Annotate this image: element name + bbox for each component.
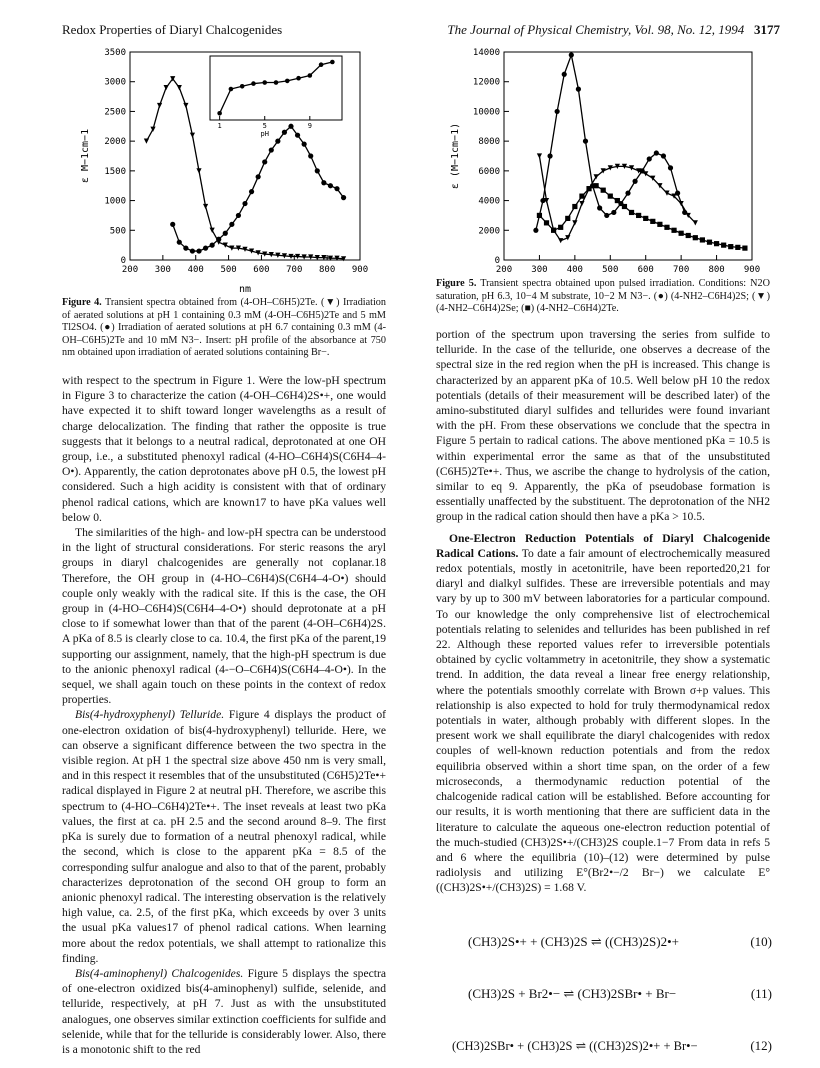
paragraph: portion of the spectrum upon traversing the series from sulfide to telluride. In the case of the telluride, one observes a decrease of the spectral size in the red region when the pH is increased. This change is characterized by an apparent pKa of 10.5. Well below pH 10 the redox potentials (details of their measurement will be described later) of the amino-substituted diaryl sulfides and tellurides were found invariant with the pH. From these observations we conclude that the spectra in Figure 5 pertain to radical cations. The above mentioned pKa = 10.5 is within experimental error the same as that of the unsubstituted (C6H5)2Te•+. Thus, we ascribe the change to hydrolysis of the cation, similar to eq 9. Apparently, the pKa of pseudobase formation is essentially unaffected by the substituent. The deprotonation of the NH2 group in the radical cation should then have a pKa > 10.5. bbox=[436, 328, 770, 524]
data-point bbox=[608, 194, 613, 199]
data-point bbox=[183, 246, 188, 251]
x-tick-label: 900 bbox=[351, 265, 369, 275]
data-point bbox=[647, 156, 652, 161]
x-axis-label: nm bbox=[238, 284, 252, 292]
data-point bbox=[686, 233, 691, 238]
data-point bbox=[636, 213, 641, 218]
data-point bbox=[302, 142, 307, 147]
inset-tick-label: 1 bbox=[217, 122, 222, 130]
data-point bbox=[144, 139, 149, 144]
data-point bbox=[693, 235, 698, 240]
data-point bbox=[707, 240, 712, 245]
data-point bbox=[251, 81, 256, 86]
equation: (CH3)2S•+ + (CH3)2S ⇌ ((CH3)2S)2•+ bbox=[468, 934, 679, 949]
data-point bbox=[177, 85, 182, 90]
y-tick-label: 14000 bbox=[472, 48, 500, 58]
data-point bbox=[308, 73, 313, 78]
x-tick-label: 800 bbox=[319, 265, 336, 275]
data-point bbox=[671, 228, 676, 233]
data-point bbox=[569, 52, 574, 57]
inset-tick-label: 5 bbox=[262, 122, 267, 130]
data-point bbox=[177, 240, 182, 245]
series-line bbox=[536, 55, 685, 230]
data-point bbox=[735, 245, 740, 250]
data-point bbox=[223, 231, 228, 236]
data-point bbox=[576, 87, 581, 92]
data-point bbox=[330, 60, 335, 65]
data-point bbox=[150, 127, 155, 132]
data-point bbox=[203, 246, 208, 251]
data-point bbox=[586, 186, 591, 191]
inset-x-label: pH bbox=[260, 130, 269, 138]
data-point bbox=[700, 237, 705, 242]
data-point bbox=[296, 76, 301, 81]
left-column bbox=[62, 373, 386, 1057]
data-point bbox=[196, 248, 201, 253]
series-line bbox=[173, 126, 344, 251]
equation-number: (10) bbox=[750, 934, 772, 949]
data-point bbox=[742, 246, 747, 251]
equation: (CH3)2S + Br2•− ⇌ (CH3)2SBr• + Br− bbox=[468, 986, 677, 1001]
figure-5-chart bbox=[436, 44, 776, 276]
data-point bbox=[594, 183, 599, 188]
y-axis-label: ε M−1cm−1 bbox=[80, 128, 91, 184]
x-tick-label: 500 bbox=[220, 265, 237, 275]
data-point bbox=[196, 168, 201, 173]
paragraph: Bis(4-hydroxyphenyl) Telluride. Figure 4 displays the product of one-electron oxidation of bis(4-hydroxyphenyl) telluride. Here, we can observe a significant difference between the two spectra in the visible region. At pH 1 the spectral size above 450 nm is very small, and in this respect it resembles that of the unsubstituted (C6H5)2Te•+ radical displayed in Figure 2 at neutral pH. Therefore, we ascribe this spectrum to (4-HO–C6H4)2Te•+. The inset reveals at least two pKa values, the first at ca. pH 2.5 and the second around 8–9. The first pKa is surely due to formation of a neutral phenoxyl radical, while the second, which is close to the apparent pKa = 8.5 of the corresponding sulfur analogue and also to that of the parent, probably characterizes deprotonation of the second OH group to form an anionic phenoxyl radical. The interesting observation is the relatively high value, ca. 2.5, of the first pKa, which exceeds by over 3 units the usual pKa values17 of phenol radical cations. When learning more about the redox potentials, we shall attempt to rationalize this finding. bbox=[62, 708, 387, 965]
data-point bbox=[661, 153, 666, 158]
data-point bbox=[643, 216, 648, 221]
data-point bbox=[223, 243, 228, 248]
data-point bbox=[334, 186, 339, 191]
x-tick-label: 800 bbox=[708, 265, 725, 275]
data-point bbox=[555, 109, 560, 114]
equation-number: (12) bbox=[750, 1038, 772, 1053]
data-point bbox=[203, 204, 208, 209]
x-tick-label: 700 bbox=[673, 265, 690, 275]
equation-number: (11) bbox=[750, 986, 772, 1001]
figure-5-caption-text: Transient spectra obtained upon pulsed irradiation. Conditions: N2O saturation, pH 6.3, 10−4 M substrate, 10−2 M N3−. (●) (4-NH2–C6H4)2S; (▼) (4-NH2–C6H4)2Se; (■) (4-NH2–C6H4)2Te. bbox=[436, 278, 770, 315]
data-point bbox=[728, 244, 733, 249]
data-point bbox=[547, 153, 552, 158]
data-point bbox=[341, 195, 346, 200]
y-tick-label: 2500 bbox=[104, 107, 126, 118]
data-point bbox=[558, 225, 563, 230]
y-tick-label: 10000 bbox=[472, 107, 500, 118]
paragraph: with respect to the spectrum in Figure 1. Were the low-pH spectrum in Figure 3 to characterize the cation (4-OH–C6H4)2S•+, one would have expected it to shift toward longer wavelengths as a result of charge delocalization. The finding that rather the opposite is true suggests that it belongs to a neutral radical, deprotonated at one OH group, i.e., a substituted phenoxyl radical (4-HO–C6H4)S(C6H4–4-O•). Apparently, the cation deprotonates above pH 0.5, the lowest pH considered. Such a high acidity is consistent with that of ordinary phenol radical cations, which are known17 to have pKa values well below 0. bbox=[62, 374, 386, 524]
data-point bbox=[249, 189, 254, 194]
data-point bbox=[629, 210, 634, 215]
data-point bbox=[229, 87, 234, 92]
data-point bbox=[262, 159, 267, 164]
data-point bbox=[664, 191, 669, 196]
data-point bbox=[572, 204, 577, 209]
y-tick-label: 12000 bbox=[472, 77, 500, 88]
data-point bbox=[565, 235, 570, 240]
figure-4-chart bbox=[62, 44, 392, 292]
x-tick-label: 400 bbox=[187, 265, 204, 275]
y-tick-label: 0 bbox=[120, 256, 126, 266]
y-tick-label: 3500 bbox=[104, 48, 126, 58]
section-title: Bis(4-aminophenyl) Chalcogenides. bbox=[75, 966, 244, 980]
paragraph: Bis(4-aminophenyl) Chalcogenides. Figure 5 displays the spectra of one-electron oxidized bis(4-aminophenyl) sulfide, selenide, and telluride, respectively, at pH 7. Just as with the unsubstituted analogues, one observes similar extinction coefficients for sulfide and selenide, while that for the telluride is considerably lower. Also, there is a monotonic shift to the red bbox=[62, 966, 386, 1056]
journal-citation bbox=[447, 22, 780, 38]
data-point bbox=[240, 84, 245, 89]
data-point bbox=[565, 216, 570, 221]
data-point bbox=[693, 220, 698, 225]
data-point bbox=[275, 139, 280, 144]
data-point bbox=[679, 231, 684, 236]
y-tick-label: 3000 bbox=[104, 77, 126, 88]
x-tick-label: 700 bbox=[286, 265, 303, 275]
data-point bbox=[256, 174, 261, 179]
data-point bbox=[622, 204, 627, 209]
figure-5-caption bbox=[436, 278, 770, 316]
section-title: Bis(4-hydroxyphenyl) Telluride. bbox=[75, 708, 225, 722]
data-point bbox=[183, 103, 188, 108]
y-tick-label: 6000 bbox=[478, 166, 500, 177]
data-point bbox=[315, 168, 320, 173]
y-tick-label: 1500 bbox=[104, 166, 126, 177]
data-point bbox=[217, 111, 222, 116]
data-point bbox=[190, 248, 195, 253]
equation: (CH3)2SBr• + (CH3)2S ⇌ ((CH3)2S)2•+ + Br•− bbox=[452, 1039, 698, 1053]
data-point bbox=[583, 139, 588, 144]
data-point bbox=[308, 153, 313, 158]
data-point bbox=[597, 205, 602, 210]
data-point bbox=[721, 243, 726, 248]
data-point bbox=[157, 103, 162, 108]
figure-4-caption bbox=[62, 297, 386, 360]
data-point bbox=[274, 80, 279, 85]
data-point bbox=[216, 237, 221, 242]
data-point bbox=[664, 225, 669, 230]
data-point bbox=[650, 219, 655, 224]
data-point bbox=[551, 228, 556, 233]
journal-name: The Journal of Physical Chemistry, Vol. 98, No. 12, 1994 bbox=[447, 22, 745, 37]
data-point bbox=[714, 241, 719, 246]
data-point bbox=[288, 124, 293, 129]
data-point bbox=[295, 133, 300, 138]
data-point bbox=[321, 180, 326, 185]
figure-4-label: Figure 4. bbox=[62, 297, 102, 308]
data-point bbox=[242, 201, 247, 206]
data-point bbox=[562, 72, 567, 77]
data-point bbox=[229, 222, 234, 227]
right-column bbox=[436, 327, 770, 896]
data-point bbox=[533, 228, 538, 233]
x-tick-label: 200 bbox=[495, 265, 513, 275]
inset-tick-label: 9 bbox=[307, 122, 312, 130]
data-point bbox=[210, 243, 215, 248]
plot-frame bbox=[504, 52, 752, 260]
data-point bbox=[632, 179, 637, 184]
data-point bbox=[544, 220, 549, 225]
page-number: 3177 bbox=[754, 22, 780, 37]
data-point bbox=[625, 191, 630, 196]
y-tick-label: 500 bbox=[109, 226, 126, 237]
data-point bbox=[558, 238, 563, 243]
data-point bbox=[579, 194, 584, 199]
x-tick-label: 600 bbox=[253, 265, 270, 275]
data-point bbox=[615, 198, 620, 203]
data-point bbox=[236, 213, 241, 218]
data-point bbox=[572, 220, 577, 225]
y-tick-label: 8000 bbox=[478, 137, 500, 148]
data-point bbox=[328, 183, 333, 188]
data-point bbox=[654, 150, 659, 155]
data-point bbox=[282, 130, 287, 135]
y-tick-label: 0 bbox=[494, 256, 500, 266]
x-tick-label: 300 bbox=[531, 265, 548, 275]
data-point bbox=[657, 222, 662, 227]
data-point bbox=[285, 79, 290, 84]
data-point bbox=[579, 201, 584, 206]
data-point bbox=[269, 147, 274, 152]
data-point bbox=[170, 222, 175, 227]
data-point bbox=[537, 213, 542, 218]
data-point bbox=[210, 228, 215, 233]
x-tick-label: 300 bbox=[154, 265, 171, 275]
paragraph: One-Electron Reduction Potentials of Diaryl Chalcogenide Radical Cations. To date a fair amount of electrochemically measured redox potentials, mostly in acetonitrile, have been reported20,21 for diaryl and dialkyl sulfides. These are irreversible potentials and may vary by up to 300 mV between laboratories for a particular compound. To our knowledge the only comprehensive list of electrochemical potentials relating to selenides and tellurides has been published in ref 22. Although these reported values refer to irreversible potentials obtained by cyclic voltammetry in acetonitrile, they show a systematic trend. In addition, the data reveal a linear free energy relationship, where the potentials smoothly correlate with Brown σ+p values. This relationship is also expected to hold for truly thermodynamical redox potentials in water, although probably with different slopes. In the present work we shall equilibrate the diaryl chalcogenides with redox couples of well-known reduction potentials and from the redox equilibria observed within a short time span, on the order of a few microseconds, a thermodynamic reduction potential of the chalcogenide radical cation will be established. Before accounting for our results, it is worth mentioning that there are sufficient data in the literature to calculate the aqueous one-electron reduction potential of the much-studied (CH3)2S•+/(CH3)2S couple.1−7 From data in refs 5 and 6 where the equilibria (10)–(12) were determined by pulse radiolysis and utilizing E°(Br2•−/2 Br−) we calculate E°((CH3)2S•+/(CH3)2S) = 1.68 V. bbox=[436, 531, 770, 895]
x-tick-label: 500 bbox=[602, 265, 619, 275]
x-tick-label: 900 bbox=[743, 265, 761, 275]
data-point bbox=[611, 210, 616, 215]
data-point bbox=[319, 62, 324, 67]
data-point bbox=[668, 165, 673, 170]
y-tick-label: 4000 bbox=[478, 196, 500, 207]
data-point bbox=[164, 85, 169, 90]
y-tick-label: 1000 bbox=[104, 196, 126, 207]
figure-5-label: Figure 5. bbox=[436, 278, 477, 289]
x-tick-label: 600 bbox=[637, 265, 654, 275]
data-point bbox=[537, 153, 542, 158]
figure-4-caption-text: Transient spectra obtained from (4-OH–C6H5)2Te. (▼) Irradiation of aerated solutions at pH 1 containing 0.3 mM (4-OH–C6H5)2Te and 5 mM Tl2SO4. (●) Irradiation of aerated solutions at pH 6.7 containing 0.3 mM (4-OH–C6H5)2Te and 10 mM N3−. Insert: pH profile of the absorbance at 750 nm obtained upon irradiation of aerated solutions containing Br−. bbox=[62, 297, 386, 359]
paragraph: The similarities of the high- and low-pH spectra can be understood in the light of structural considerations. For steric reasons the aryl groups in diaryl chalcogenides are generally not coplanar.18 Therefore, the OH group in (4-HO–C6H4)S(C6H4–4-O•) should couple only weakly with the radical site. If this is the case, the OH group in (4-HO–C6H4)S(C6H4–4-O•) should deprotonate at a pH close to if somewhat lower than that of the parent (4-OH–C6H4)2S. A pKa of 8.5 is clearly close to ca. 10.4, the first pKa of the parent,19 supporting our assignment, namely, that the high-pH spectrum is due to the anionic phenoxyl radical (4-−O–C6H4)S(C6H4–4-O•). In the sequel, we shall again touch on these points in the context of redox properties. bbox=[62, 526, 386, 707]
y-tick-label: 2000 bbox=[104, 137, 126, 148]
x-tick-label: 200 bbox=[121, 265, 139, 275]
running-head: Redox Properties of Diaryl Chalcogenides bbox=[62, 22, 283, 37]
data-point bbox=[262, 80, 267, 85]
data-point bbox=[604, 213, 609, 218]
data-point bbox=[190, 133, 195, 138]
section-heading: One-Electron Reduction Potentials of Diaryl Chalcogenide Radical Cations. bbox=[436, 531, 770, 560]
y-axis-label: ε (M−1cm−1) bbox=[450, 122, 461, 190]
x-tick-label: 400 bbox=[566, 265, 583, 275]
y-tick-label: 2000 bbox=[478, 226, 500, 237]
data-point bbox=[601, 188, 606, 193]
